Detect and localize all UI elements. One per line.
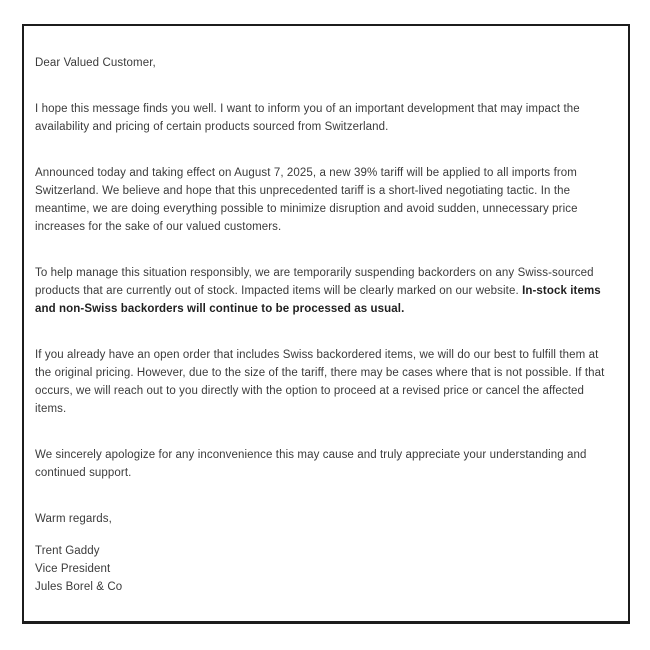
signature-block (35, 542, 612, 596)
paragraph-apology: We sincerely apologize for any inconvenience this may cause and truly appreciate your understanding and continued support. (35, 449, 587, 479)
letter-page (22, 24, 630, 624)
closing: Warm regards, (35, 513, 112, 525)
backorder-policy-bold-text: In-stock items and non-Swiss backorders will continue to be processed as usual. (35, 285, 601, 315)
paragraph-open-orders: If you already have an open order that includes Swiss backordered items, we will do our best to fulfill them at the original pricing. However, due to the size of the tariff, there may be cases where that is not possible. If that occurs, we will reach out to you directly with the option to proceed at a revised price or cancel the affected items. (35, 349, 605, 415)
paragraph-tariff-announcement: Announced today and taking effect on August 7, 2025, a new 39% tariff will be applied to all imports from Switzerland. We believe and hope that this unprecedented tariff is a short-lived negotiating tactic. In the meantime, we are doing everything possible to minimize disruption and avoid sudden, unnecessary price increases for the sake of our valued customers. (35, 167, 578, 233)
salutation: Dear Valued Customer, (35, 57, 156, 69)
signature-name: Trent Gaddy (35, 545, 100, 557)
backorder-policy-regular-text: To help manage this situation responsibly, we are temporarily suspending backorders on any Swiss-sourced products that are currently out of stock. Impacted items will be clearly marked on our website. (35, 267, 594, 297)
paragraph-backorder-policy (35, 264, 612, 318)
paragraph-intro: I hope this message finds you well. I want to inform you of an important development that may impact the availability and pricing of certain products sourced from Switzerland. (35, 103, 580, 133)
signature-company: Jules Borel & Co (35, 581, 123, 593)
signature-title: Vice President (35, 563, 111, 575)
